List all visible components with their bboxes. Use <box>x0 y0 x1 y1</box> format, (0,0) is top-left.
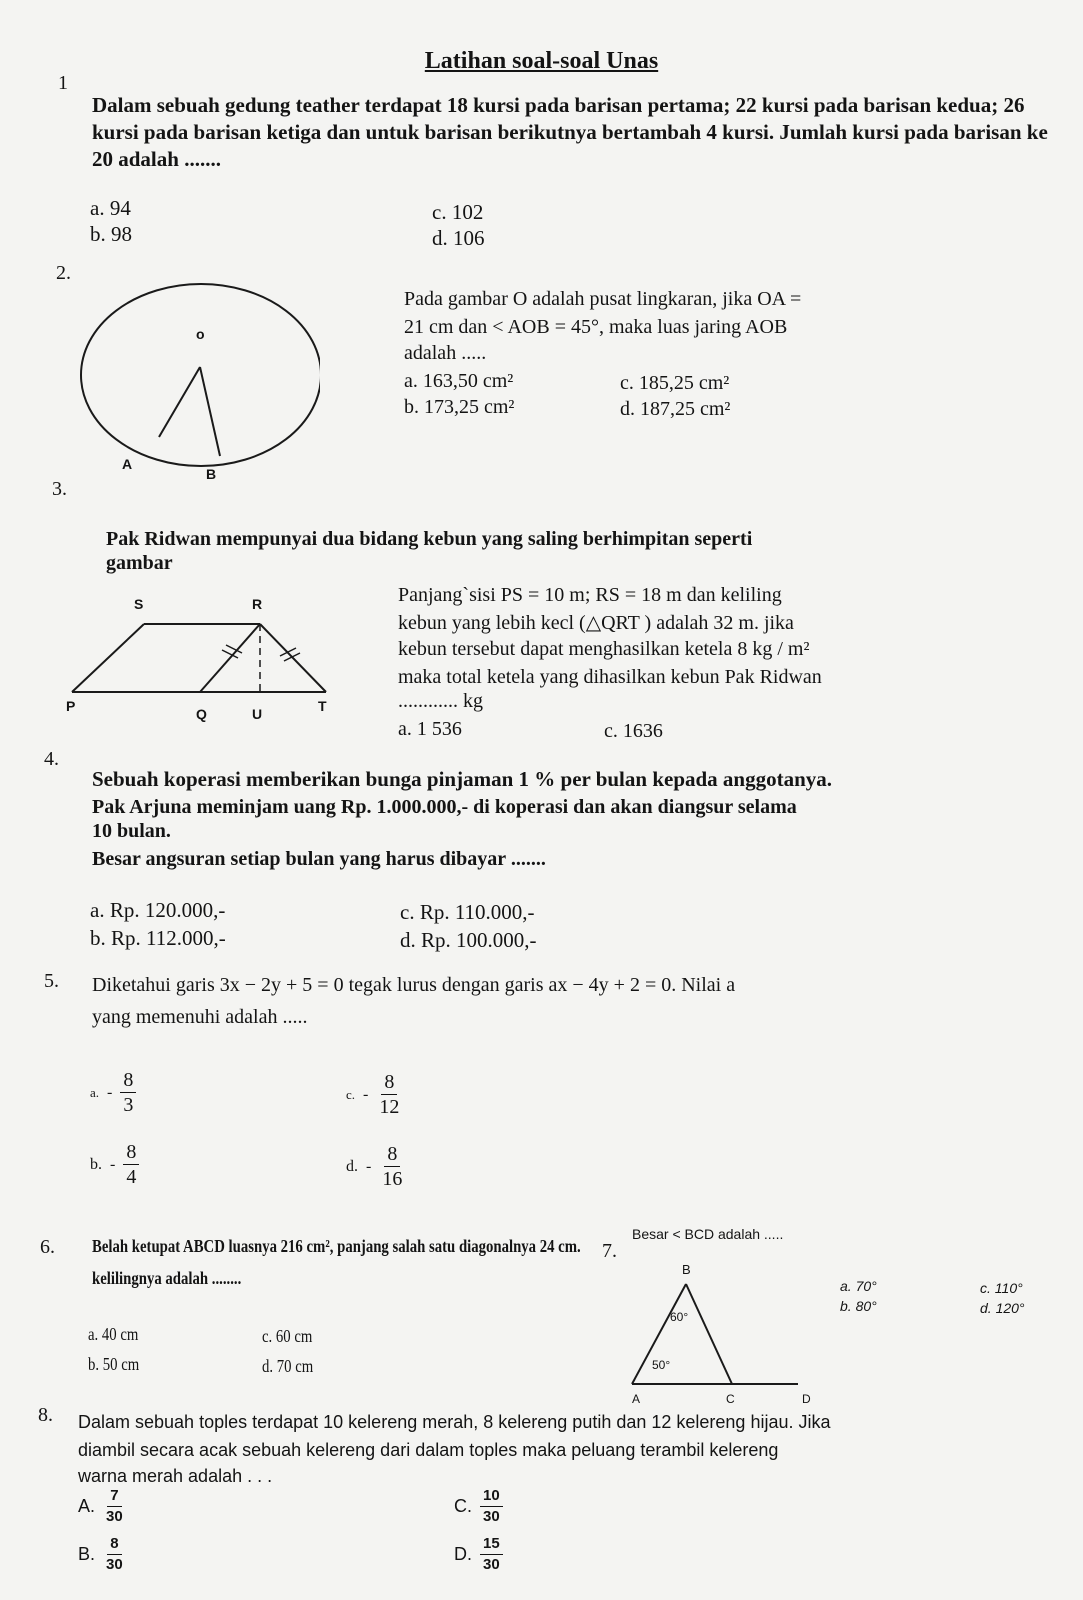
label-r: R <box>252 596 263 612</box>
label-d-triangle: D <box>802 1392 811 1406</box>
q8-number: 8. <box>38 1404 53 1426</box>
label-b-triangle: B <box>682 1262 691 1277</box>
q5-option-a <box>90 1068 136 1117</box>
q6-option-c: c. 60 cm <box>262 1326 313 1346</box>
side-ps <box>72 624 144 692</box>
radius-ob <box>200 367 220 456</box>
q7-number: 7. <box>602 1240 617 1262</box>
q5-option-b <box>90 1140 139 1189</box>
q2-text-line1: Pada gambar O adalah pusat lingkaran, jika OA = <box>404 288 802 310</box>
q5-option-d-letter: d. <box>346 1157 358 1175</box>
label-t: T <box>318 698 327 714</box>
garden-diagram <box>60 600 360 710</box>
q6-option-d: d. 70 cm <box>262 1356 314 1376</box>
label-a: A <box>122 456 133 472</box>
q8-option-c-denominator: 30 <box>483 1508 500 1525</box>
q3-option-c: c. 1636 <box>604 720 663 742</box>
q3-text-line1: Panjang`sisi PS = 10 m; RS = 18 m dan keliling <box>398 584 782 606</box>
tick-rt-2 <box>284 653 300 661</box>
q5-option-d-sign: - <box>366 1157 372 1175</box>
q2-number: 2. <box>56 262 71 284</box>
q1-option-b: b. 98 <box>90 222 132 246</box>
q8-option-a-fraction <box>103 1486 126 1527</box>
q3-intro-line2: gambar <box>106 552 173 574</box>
q1-text: Dalam sebuah gedung teather terdapat 18 kursi pada barisan pertama; 22 kursi pada barisan kedua; 26 kursi pada barisan ketiga dan untuk barisan berikutnya bertambah 4 kursi. Jumlah kursi pada barisan ke 20 adalah ....... <box>92 93 1048 171</box>
q8-option-b-denominator: 30 <box>106 1556 123 1573</box>
label-p: P <box>66 698 76 714</box>
q2-text-line2: 21 cm dan < AOB = 45°, maka luas jaring AOB <box>404 316 788 338</box>
q5-option-d-numerator: 8 <box>384 1142 400 1167</box>
q4-number: 4. <box>44 748 59 770</box>
q4-option-c: c. Rp. 110.000,- <box>400 900 535 924</box>
q5-option-a-letter: a. <box>90 1084 100 1100</box>
q5-option-c-numerator: 8 <box>381 1070 397 1095</box>
q5-option-c-letter: c. <box>346 1086 356 1102</box>
q6-text-line2: kelilingnya adalah ........ <box>92 1268 242 1288</box>
q8-option-d-letter: D. <box>454 1544 472 1564</box>
q5-option-b-sign: - <box>110 1155 116 1173</box>
q8-text-line1: Dalam sebuah toples terdapat 10 kelereng merah, 8 kelereng putih dan 12 kelereng hijau. Jika <box>78 1412 831 1432</box>
q1-option-d: d. 106 <box>432 226 485 250</box>
page-title: Latihan soal-soal Unas <box>424 48 659 74</box>
q3-number: 3. <box>52 478 67 500</box>
q6-number: 6. <box>40 1236 55 1258</box>
q8-text-line2: diambil secara acak sebuah kelereng dari dalam toples maka peluang terambil kelereng <box>78 1440 779 1460</box>
radius-oa <box>159 367 200 437</box>
q5-option-d <box>346 1142 405 1191</box>
label-u: U <box>252 706 263 722</box>
q8-option-d-denominator: 30 <box>483 1556 500 1573</box>
q2-option-b: b. 173,25 cm² <box>404 396 515 418</box>
q3-text-line2: kebun yang lebih kecl (△QRT ) adalah 32 m. jika <box>398 612 794 634</box>
q8-option-d-numerator: 15 <box>480 1534 503 1555</box>
q8-option-c <box>454 1486 503 1527</box>
q8-option-b-letter: B. <box>78 1544 96 1564</box>
q5-text-line2: yang memenuhi adalah ..... <box>92 1006 308 1028</box>
q1-option-a: a. 94 <box>90 196 131 220</box>
triangle-diagram <box>620 1262 820 1402</box>
q6-option-a: a. 40 cm <box>88 1324 139 1344</box>
label-q: Q <box>196 706 207 722</box>
q4-text-line1: Sebuah koperasi memberikan bunga pinjaman 1 % per bulan kepada anggotanya. <box>92 767 833 791</box>
q5-option-b-fraction <box>123 1140 139 1189</box>
q4-option-d: d. Rp. 100.000,- <box>400 928 537 952</box>
side-rq <box>200 624 260 692</box>
q7-option-d: d. 120° <box>980 1300 1025 1316</box>
label-o: o <box>196 326 205 342</box>
side-rt <box>260 624 326 692</box>
q6-text-line1: Belah ketupat ABCD luasnya 216 cm², panjang salah satu diagonalnya 24 cm. <box>92 1236 581 1256</box>
tick-rt-1 <box>280 648 296 656</box>
q5-number: 5. <box>44 970 59 992</box>
q5-option-d-fraction <box>379 1142 405 1191</box>
q4-text-line4: Besar angsuran setiap bulan yang harus dibayar ....... <box>92 848 546 870</box>
side-bc <box>686 1284 732 1384</box>
q7-option-b: b. 80° <box>840 1298 877 1314</box>
q8-option-c-numerator: 10 <box>480 1486 503 1507</box>
q5-option-d-denominator: 16 <box>382 1168 403 1190</box>
q5-option-a-sign: - <box>107 1083 113 1101</box>
q8-option-b-numerator: 8 <box>107 1534 121 1555</box>
label-b: B <box>206 466 217 482</box>
q8-option-b <box>78 1534 126 1575</box>
q2-option-a: a. 163,50 cm² <box>404 370 514 392</box>
label-s: S <box>134 596 144 612</box>
circle-diagram <box>60 280 320 490</box>
q5-option-a-denominator: 3 <box>123 1094 134 1116</box>
q4-option-a: a. Rp. 120.000,- <box>90 898 226 922</box>
q2-option-c: c. 185,25 cm² <box>620 372 730 394</box>
q5-option-c-denominator: 12 <box>379 1096 400 1118</box>
q1-number: 1 <box>58 72 68 94</box>
q8-option-c-fraction <box>480 1486 503 1527</box>
q4-text-line2: Pak Arjuna meminjam uang Rp. 1.000.000,- di koperasi dan akan diangsur selama <box>92 796 797 818</box>
q7-option-a: a. 70° <box>840 1278 877 1294</box>
q8-text-line3: warna merah adalah . . . <box>78 1466 273 1486</box>
q5-option-a-numerator: 8 <box>120 1068 136 1093</box>
q5-option-b-letter: b. <box>90 1155 102 1173</box>
q8-option-a <box>78 1486 126 1527</box>
q7-text: Besar < BCD adalah ..... <box>632 1226 784 1242</box>
q6-option-b: b. 50 cm <box>88 1354 140 1374</box>
q8-option-b-fraction <box>103 1534 126 1575</box>
label-a-triangle: A <box>632 1392 641 1406</box>
label-c-triangle: C <box>726 1392 735 1406</box>
q8-option-a-letter: A. <box>78 1496 96 1516</box>
q5-option-c-fraction <box>376 1070 402 1119</box>
label-angle-b: 60° <box>670 1310 689 1324</box>
q3-intro-line1: Pak Ridwan mempunyai dua bidang kebun yang saling berhimpitan seperti <box>106 528 753 550</box>
label-angle-a: 50° <box>652 1358 671 1372</box>
q1-option-c: c. 102 <box>432 200 484 224</box>
q5-option-c <box>346 1070 402 1119</box>
q8-option-d-fraction <box>480 1534 503 1575</box>
q3-text-line3: kebun tersebut dapat menghasilkan ketela 8 kg / m² <box>398 638 810 660</box>
q5-text-line1: Diketahui garis 3x − 2y + 5 = 0 tegak lurus dengan garis ax − 4y + 2 = 0. Nilai a <box>92 974 736 996</box>
q5-option-c-sign: - <box>363 1085 369 1103</box>
q7-option-c: c. 110° <box>980 1280 1023 1296</box>
q2-text-line3: adalah ..... <box>404 342 487 364</box>
q8-option-d <box>454 1534 503 1575</box>
q4-text-line3: 10 bulan. <box>92 820 171 842</box>
q8-option-a-denominator: 30 <box>106 1508 123 1525</box>
q5-option-b-numerator: 8 <box>123 1140 139 1165</box>
q3-text-line5: ............ kg <box>398 690 483 712</box>
q3-option-a: a. 1 536 <box>398 718 462 740</box>
q2-option-d: d. 187,25 cm² <box>620 398 731 420</box>
q5-option-a-fraction <box>120 1068 136 1117</box>
q8-option-c-letter: C. <box>454 1496 472 1516</box>
q4-option-b: b. Rp. 112.000,- <box>90 926 226 950</box>
q8-option-a-numerator: 7 <box>107 1486 121 1507</box>
q5-option-b-denominator: 4 <box>126 1166 137 1188</box>
circle-outline <box>81 284 320 466</box>
q3-text-line4: maka total ketela yang dihasilkan kebun Pak Ridwan <box>398 666 822 688</box>
